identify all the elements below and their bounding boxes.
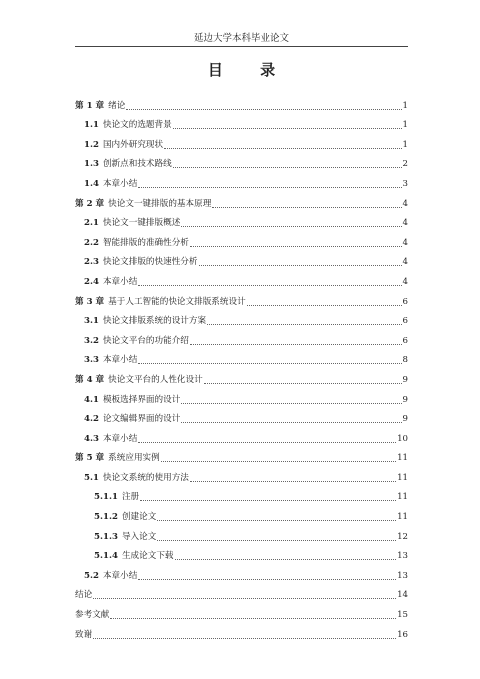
toc-dot-leader xyxy=(173,128,402,129)
toc-entry-number: 5.1.4 xyxy=(94,551,118,562)
toc-entry-title: 注册 xyxy=(121,492,140,503)
toc-dot-leader xyxy=(175,559,397,560)
toc-entry[interactable] xyxy=(75,503,408,523)
toc-entry[interactable] xyxy=(75,112,408,132)
toc-entry-number: 第 4 章 xyxy=(75,374,105,385)
toc-entry-title: 导入论文 xyxy=(121,531,157,542)
toc-entry-title: 国内外研究现状 xyxy=(102,139,164,150)
toc-entry-page: 9 xyxy=(402,394,408,405)
toc-dot-leader xyxy=(173,167,402,168)
toc-dot-leader xyxy=(190,344,402,345)
toc-dot-leader xyxy=(140,500,396,501)
toc-entry-page: 4 xyxy=(402,198,408,209)
toc-entry-page: 14 xyxy=(397,590,408,601)
toc-dot-leader xyxy=(204,383,402,384)
toc-entry-page: 4 xyxy=(402,257,408,268)
toc-dot-leader xyxy=(110,618,396,619)
toc-entry-page: 11 xyxy=(397,512,408,523)
toc-entry-title: 本章小结 xyxy=(102,276,138,287)
toc-dot-leader xyxy=(207,324,401,325)
toc-entry-title: 创新点和技术路线 xyxy=(102,159,172,170)
toc-entry-number: 5.1.2 xyxy=(94,512,118,523)
page-title: 目 录 xyxy=(207,61,292,79)
toc-dot-leader xyxy=(138,285,401,286)
toc-entry-title: 快论文平台的人性化设计 xyxy=(108,374,203,385)
toc-entry-page: 1 xyxy=(402,139,408,150)
toc-dot-leader xyxy=(138,363,401,364)
toc-dot-leader xyxy=(93,638,396,639)
toc-dot-leader xyxy=(138,187,401,188)
toc-entry[interactable] xyxy=(75,601,408,621)
toc-entry-number: 2.1 xyxy=(84,218,99,229)
toc-entry-page: 10 xyxy=(397,433,408,444)
toc-entry-number: 3.3 xyxy=(84,355,99,366)
toc-entry-number: 第 2 章 xyxy=(75,198,105,209)
toc-entry-title: 基于人工智能的快论文排版系统设计 xyxy=(108,296,246,307)
toc-entry[interactable] xyxy=(75,170,408,190)
toc-entry-title: 本章小结 xyxy=(102,433,138,444)
toc-entry-number: 5.1 xyxy=(84,472,99,483)
toc-entry-number: 第 5 章 xyxy=(75,453,105,464)
toc-entry-page: 3 xyxy=(402,178,408,189)
toc-entry[interactable] xyxy=(75,229,408,249)
toc-entry-page: 1 xyxy=(402,100,408,111)
toc-entry-number: 2.2 xyxy=(84,237,99,248)
toc-entry[interactable] xyxy=(75,562,408,582)
toc-entry-number: 5.1.1 xyxy=(94,492,118,503)
toc-entry-title: 快论文的选题背景 xyxy=(102,120,172,131)
toc-entry-title: 绪论 xyxy=(108,100,126,111)
toc-entry-number: 4.3 xyxy=(84,433,99,444)
toc-entry[interactable] xyxy=(75,327,408,347)
toc-dot-leader xyxy=(181,403,401,404)
toc-dot-leader xyxy=(126,109,401,110)
toc-entry[interactable] xyxy=(75,484,408,504)
toc-entry-page: 1 xyxy=(402,120,408,131)
toc-entry-title: 本章小结 xyxy=(102,178,138,189)
toc-entry[interactable] xyxy=(75,131,408,151)
toc-dot-leader xyxy=(190,246,402,247)
toc-entry-page: 6 xyxy=(402,335,408,346)
toc-entry-title: 论文编辑界面的设计 xyxy=(102,414,181,425)
toc-entry[interactable] xyxy=(75,288,408,308)
toc-entry[interactable] xyxy=(75,308,408,328)
toc-dot-leader xyxy=(161,461,396,462)
toc-entry[interactable] xyxy=(75,425,408,445)
toc-entry[interactable] xyxy=(75,621,408,641)
toc-dot-leader xyxy=(212,207,401,208)
toc-entry-title: 模板选择界面的设计 xyxy=(102,394,181,405)
toc-entry[interactable] xyxy=(75,386,408,406)
toc-entry-title: 致谢 xyxy=(75,629,93,640)
toc-entry-number: 1.1 xyxy=(84,120,99,131)
toc-entry[interactable] xyxy=(75,543,408,563)
toc-entry-title: 本章小结 xyxy=(102,355,138,366)
toc-entry-page: 13 xyxy=(397,570,408,581)
toc-entry[interactable] xyxy=(75,190,408,210)
toc-entry-title: 快论文系统的使用方法 xyxy=(102,472,189,483)
toc-entry-page: 11 xyxy=(397,472,408,483)
toc-entry[interactable] xyxy=(75,210,408,230)
toc-dot-leader xyxy=(190,481,396,482)
toc-entry-page: 9 xyxy=(402,414,408,425)
toc-entry-title: 创建论文 xyxy=(121,512,157,523)
toc-entry[interactable] xyxy=(75,406,408,426)
toc-entry-number: 第 1 章 xyxy=(75,100,105,111)
toc-entry[interactable] xyxy=(75,523,408,543)
toc-entry-page: 11 xyxy=(397,492,408,503)
toc-entry[interactable] xyxy=(75,151,408,171)
toc-entry-number: 2.4 xyxy=(84,276,99,287)
toc-entry-title: 快论文一键排版的基本原理 xyxy=(108,198,212,209)
toc-dot-leader xyxy=(247,305,402,306)
toc-entry-number: 第 3 章 xyxy=(75,296,105,307)
toc-dot-leader xyxy=(138,442,396,443)
toc-entry-number: 3.2 xyxy=(84,335,99,346)
toc-entry-number: 5.1.3 xyxy=(94,531,118,542)
toc-entry-page: 4 xyxy=(402,218,408,229)
toc-entry-title: 系统应用实例 xyxy=(108,453,160,464)
toc-entry[interactable] xyxy=(75,464,408,484)
toc-entry-title: 快论文一键排版概述 xyxy=(102,218,181,229)
page-header: 延边大学本科毕业论文 xyxy=(193,33,289,44)
toc-entry[interactable] xyxy=(75,92,408,112)
toc-list xyxy=(75,92,408,641)
toc-entry-title: 参考文献 xyxy=(75,610,110,621)
toc-dot-leader xyxy=(181,422,401,423)
toc-dot-leader xyxy=(93,598,396,599)
toc-entry-number: 5.2 xyxy=(84,570,99,581)
toc-dot-leader xyxy=(138,579,396,580)
toc-entry-number: 2.3 xyxy=(84,257,99,268)
toc-entry[interactable] xyxy=(75,249,408,269)
toc-dot-leader xyxy=(164,148,401,149)
toc-entry[interactable] xyxy=(75,582,408,602)
toc-entry-page: 4 xyxy=(402,237,408,248)
toc-entry-page: 4 xyxy=(402,276,408,287)
toc-entry-number: 3.1 xyxy=(84,316,99,327)
toc-entry[interactable] xyxy=(75,445,408,465)
toc-entry-page: 15 xyxy=(397,610,408,621)
toc-entry-title: 本章小结 xyxy=(102,570,138,581)
toc-entry-page: 8 xyxy=(402,355,408,366)
toc-entry-page: 11 xyxy=(397,453,408,464)
toc-entry-title: 结论 xyxy=(75,590,93,601)
toc-dot-leader xyxy=(199,265,402,266)
toc-entry-page: 13 xyxy=(397,551,408,562)
toc-entry-title: 快论文平台的功能介绍 xyxy=(102,335,189,346)
toc-entry-page: 9 xyxy=(402,374,408,385)
toc-entry-title: 智能排版的准确性分析 xyxy=(102,237,189,248)
toc-entry-number: 1.2 xyxy=(84,139,99,150)
toc-dot-leader xyxy=(157,540,396,541)
toc-entry-page: 2 xyxy=(402,159,408,170)
toc-entry[interactable] xyxy=(75,366,408,386)
toc-entry-title: 生成论文下载 xyxy=(121,551,174,562)
toc-dot-leader xyxy=(181,226,401,227)
toc-entry[interactable] xyxy=(75,347,408,367)
toc-dot-leader xyxy=(157,520,396,521)
toc-entry-number: 1.3 xyxy=(84,159,99,170)
toc-entry-page: 6 xyxy=(402,316,408,327)
toc-entry-number: 1.4 xyxy=(84,178,99,189)
toc-entry[interactable] xyxy=(75,268,408,288)
toc-entry-number: 4.2 xyxy=(84,414,99,425)
toc-entry-page: 6 xyxy=(402,296,408,307)
header-rule xyxy=(75,46,408,47)
toc-entry-number: 4.1 xyxy=(84,394,99,405)
toc-entry-page: 12 xyxy=(397,531,408,542)
toc-entry-page: 16 xyxy=(397,629,408,640)
toc-entry-title: 快论文排版的快速性分析 xyxy=(102,257,198,268)
toc-entry-title: 快论文排版系统的设计方案 xyxy=(102,316,207,327)
